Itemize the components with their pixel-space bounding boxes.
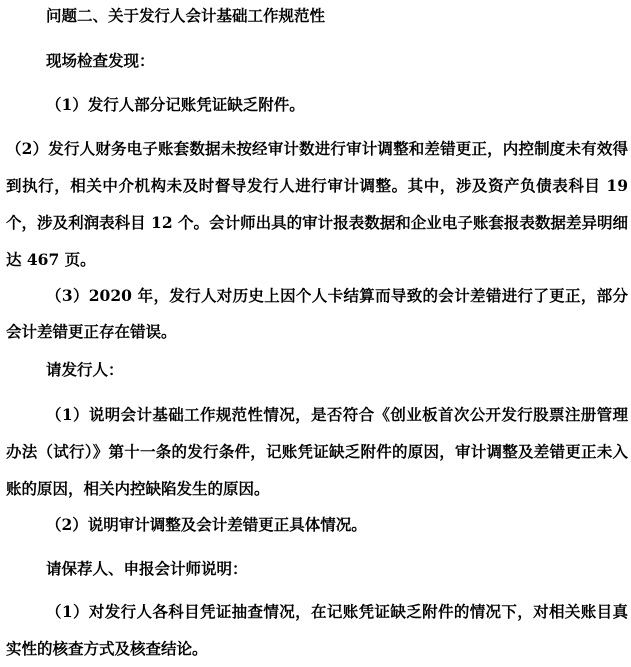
findings-label: 现场检查发现：: [46, 51, 155, 70]
sponsor-request-label: 请保荐人、申报会计师说明：: [46, 559, 248, 578]
finding-1: （1）发行人部分记账凭证缺乏附件。: [46, 95, 305, 114]
sponsor-1: （1）对发行人各科目凭证抽查情况，在记账凭证缺乏附件的情况下，对相关账目真实性的核查方式及核查结论。: [6, 602, 628, 658]
finding-2: （2）发行人财务电子账套数据未按经审计数进行审计调整和差错更正，内控制度未有效得到执行，相关中介机构未及时督导发行人进行审计调整。其中，涉及资产负债表科目 19 个，涉及利润表科目 12 个。会计师出具的审计报表数据和企业电子账套报表数据差异明细达 467 页。: [6, 139, 628, 269]
request-1: （1）说明会计基础工作规范性情况，是否符合《创业板首次公开发行股票注册管理办法（试行）》第十一条的发行条件，记账凭证缺乏附件的原因，审计调整及差错更正未入账的原因，相关内控缺陷发生的原因。: [6, 405, 628, 498]
issuer-request-label: 请发行人：: [46, 360, 124, 379]
question-heading: 问题二、关于发行人会计基础工作规范性: [46, 6, 326, 25]
finding-3: （3）2020 年，发行人对历史上因个人卡结算而导致的会计差错进行了更正，部分会计差错更正存在错误。: [6, 286, 628, 341]
request-2: （2）说明审计调整及会计差错更正具体情况。: [46, 515, 367, 534]
